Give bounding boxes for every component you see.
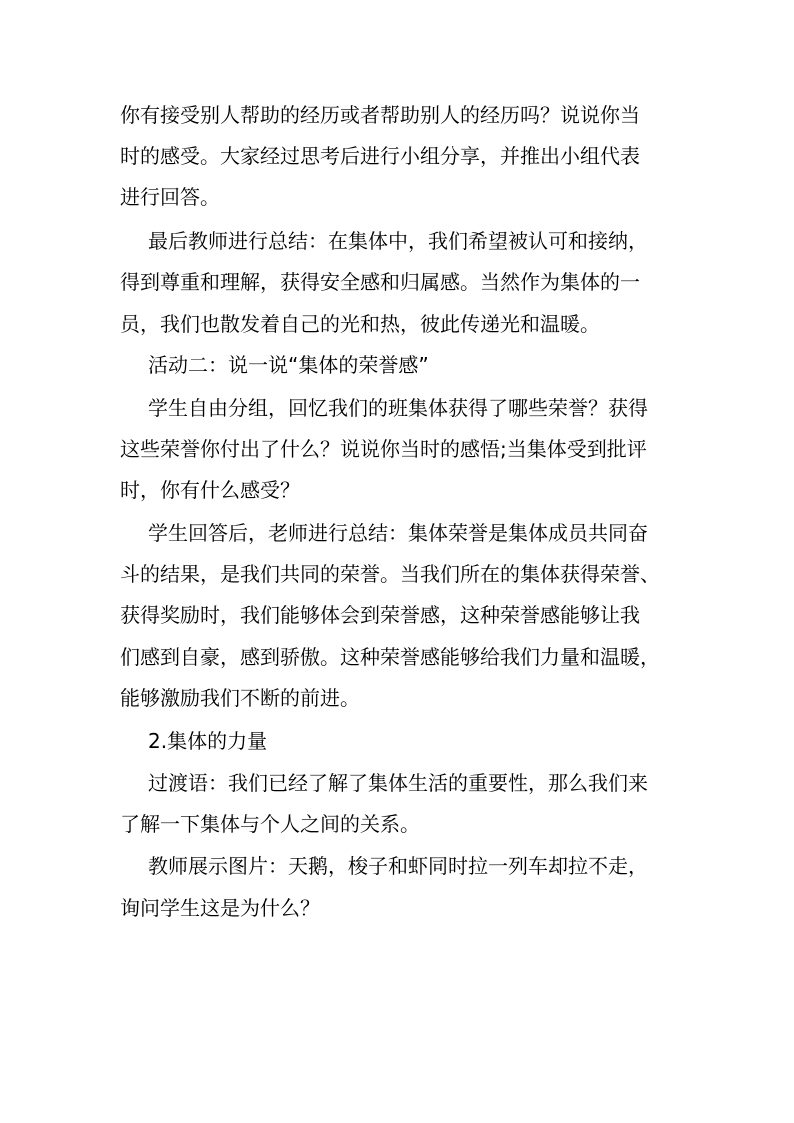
text-line: 们感到自豪，感到骄傲。这种荣誉感能够给我们力量和温暖， [120,645,660,669]
text-line: 进行回答。 [120,185,220,209]
text-line: 能够激励我们不断的前进。 [120,686,360,710]
text-line: 时的感受。大家经过思考后进行小组分享，并推出小组代表 [120,144,640,168]
text-line: 学生回答后，老师进行总结：集体荣誉是集体成员共同奋 [148,521,648,545]
text-line: 得到尊重和理解，获得安全感和归属感。当然作为集体的一 [120,270,640,294]
text-line: 最后教师进行总结：在集体中，我们希望被认可和接纳， [148,229,648,253]
text-line: 时，你有什么感受？ [120,478,300,502]
text-line: 这些荣誉你付出了什么？说说你当时的感悟;当集体受到批评 [120,437,647,461]
text-line: 员，我们也散发着自己的光和热，彼此传递光和温暖。 [120,312,600,336]
text-line: 了解一下集体与个人之间的关系。 [120,812,420,836]
text-line: 你有接受别人帮助的经历或者帮助别人的经历吗？说说你当 [120,103,640,127]
text-line: 过渡语：我们已经了解了集体生活的重要性，那么我们来 [148,771,648,795]
text-line: 2.集体的力量 [148,729,268,753]
text-line: 活动二：说一说“集体的荣誉感” [148,353,429,377]
text-line: 教师展示图片：天鹅，梭子和虾同时拉一列车却拉不走， [148,854,648,878]
text-line: 询问学生这是为什么？ [120,896,320,920]
text-line: 获得奖励时，我们能够体会到荣誉感，这种荣誉感能够让我 [120,603,640,627]
text-line: 斗的结果，是我们共同的荣誉。当我们所在的集体获得荣誉、 [120,562,660,586]
text-line: 学生自由分组，回忆我们的班集体获得了哪些荣誉？获得 [148,396,648,420]
